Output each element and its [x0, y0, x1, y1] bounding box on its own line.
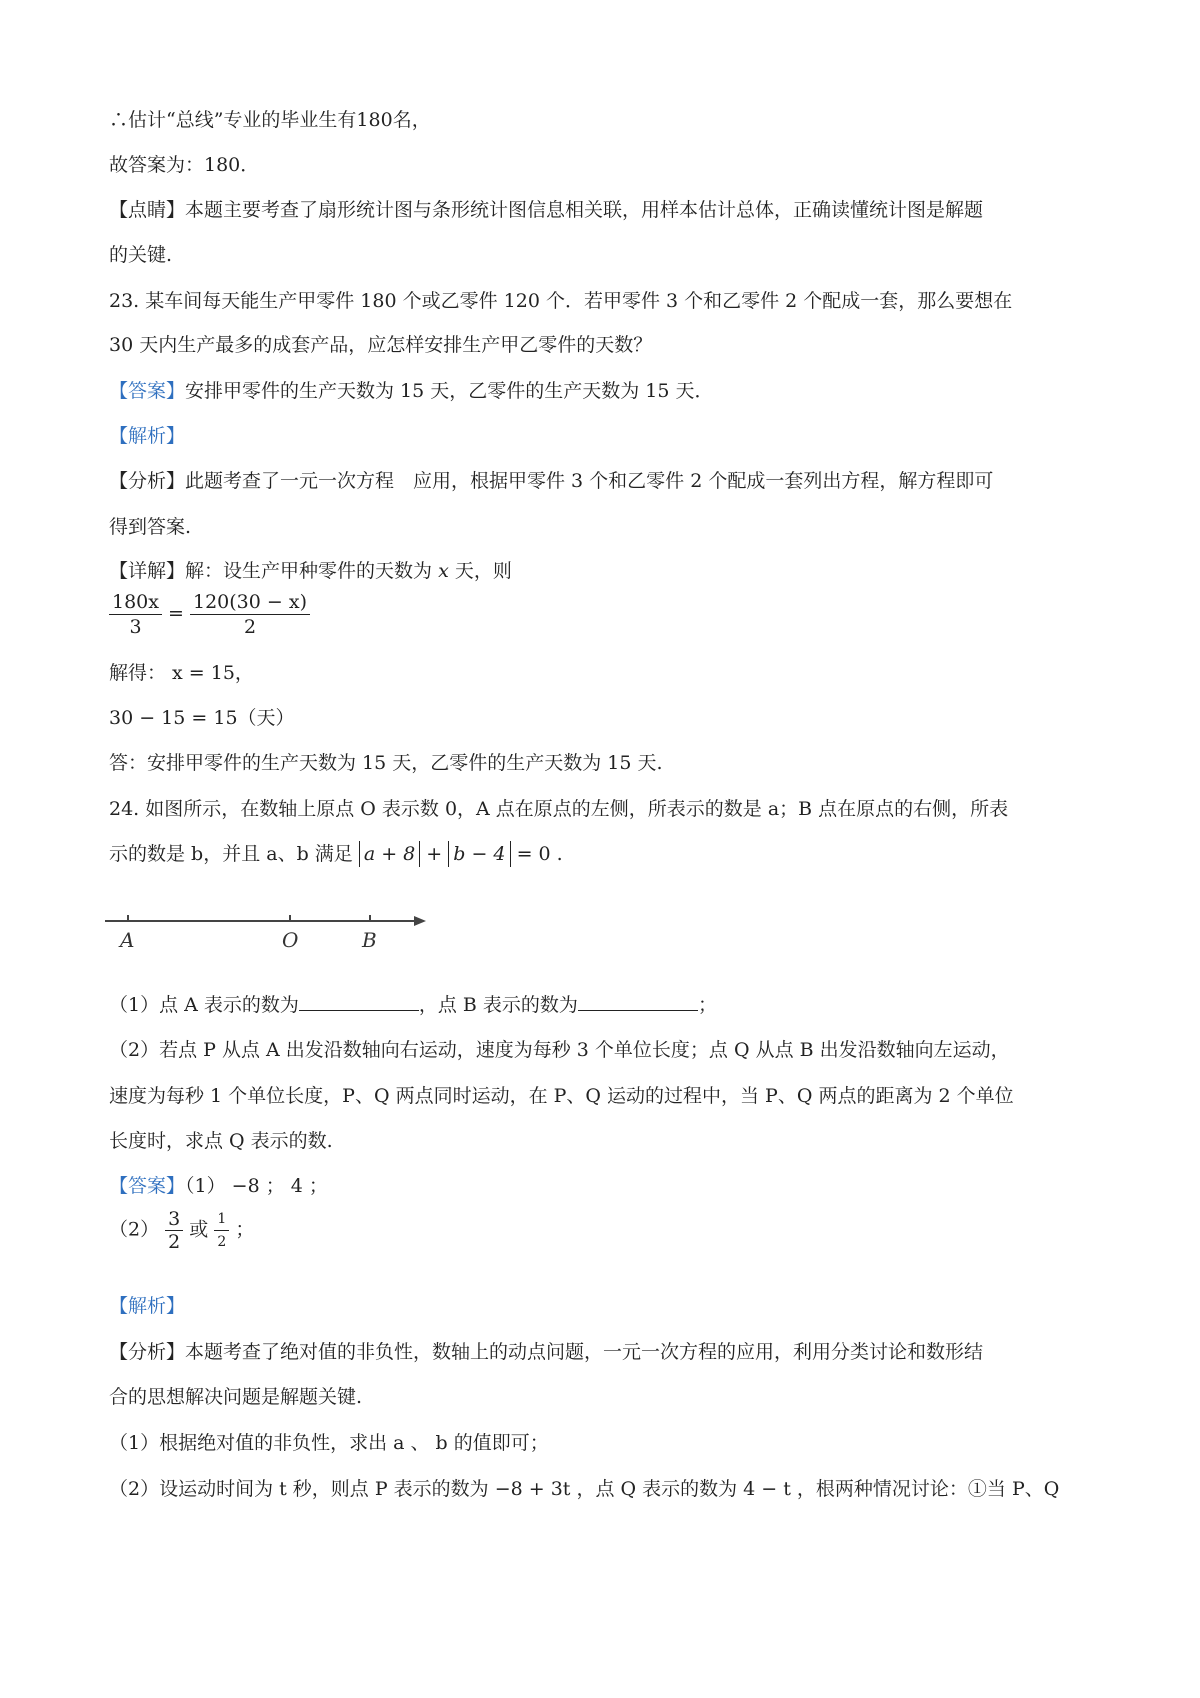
denominator: 2 — [217, 1234, 227, 1250]
text-line: 【分析】本题考查了绝对值的非负性，数轴上的动点问题，一元一次方程的应用，利用分类讨论和数形结 — [109, 1341, 984, 1363]
solution-text: 天，则 — [454, 560, 512, 582]
fraction-small — [214, 1208, 229, 1253]
label-b: B — [362, 928, 377, 952]
numerator: 3 — [165, 1208, 183, 1231]
answer-tag: 【答案】 — [109, 380, 186, 402]
text-line: 长度时，求点 Q 表示的数. — [109, 1130, 333, 1152]
text-line: 得到答案. — [109, 516, 192, 538]
fraction-right — [190, 590, 310, 639]
answer-tag: 【答案】 — [109, 1175, 186, 1197]
text-line: 30 − 15 = 15（天） — [109, 707, 295, 729]
text-line: （1）根据绝对值的非负性，求出 a 、 b 的值即可； — [109, 1432, 549, 1454]
analysis-tag: 【解析】 — [109, 1295, 186, 1317]
text-line: 30 天内生产最多的成套产品，应怎样安排生产甲乙零件的天数？ — [109, 334, 653, 356]
number-line-figure — [100, 905, 440, 965]
text-line: 的关键. — [109, 244, 173, 266]
condition-text: = 0 . — [516, 843, 563, 865]
numerator: 120(30 − x) — [190, 590, 310, 615]
answer-line — [109, 378, 714, 404]
text-line: 【点睛】本题主要考查了扇形统计图与条形统计图信息相关联，用样本估计总体，正确读懂统计图是解题 — [109, 199, 984, 221]
subquestion-1 — [109, 992, 717, 1018]
subquestion-text: ； — [697, 994, 717, 1016]
subquestion-2: （2）若点 P 从点 A 出发沿数轴向右运动，速度为每秒 3 个单位长度；点 Q 从点 B 出发沿数轴向左运动， — [109, 1039, 1010, 1061]
denominator: 2 — [243, 616, 257, 638]
question-23: 23. 某车间每天能生产甲零件 180 个或乙零件 120 个．若甲零件 3 个和乙零件 2 个配成一套，那么要想在 — [109, 290, 1013, 312]
answer-line — [109, 1173, 328, 1199]
text-line: 速度为每秒 1 个单位长度，P、Q 两点同时运动，在 P、Q 运动的过程中，当 P、Q 两点的距离为 2 个单位 — [109, 1085, 1014, 1107]
text-line: 【分析】此题考查了一元一次方程 应用，根据甲零件 3 个和乙零件 2 个配成一套列出方程，解方程即可 — [109, 470, 994, 492]
abs-expression: b − 4 — [448, 841, 510, 867]
condition-line — [109, 841, 563, 867]
answer-text: （2） — [109, 1218, 160, 1241]
text-line: 解得： x = 15， — [109, 662, 254, 684]
text-line: 故答案为：180． — [109, 154, 260, 176]
answer-blank — [299, 992, 419, 1011]
solution-line — [109, 558, 512, 584]
denominator: 2 — [168, 1231, 181, 1253]
answer-text: （1） −8 ； 4 ； — [185, 1175, 328, 1197]
question-24: 24. 如图所示，在数轴上原点 O 表示数 0，A 点在原点的左侧，所表示的数是 a；B 点在原点的右侧，所表 — [109, 798, 1009, 820]
numerator: 1 — [214, 1208, 229, 1231]
denominator: 3 — [129, 616, 142, 638]
variable-x: x — [438, 560, 449, 582]
answer-fractions — [109, 1208, 254, 1253]
label-a: A — [120, 928, 135, 952]
plus-sign: + — [426, 843, 443, 865]
fraction — [165, 1208, 183, 1253]
condition-text: 示的数是 b，并且 a、b 满足 — [109, 843, 353, 865]
text-line: （2）设运动时间为 t 秒，则点 P 表示的数为 −8 + 3t ，点 Q 表示的数为 4 − t ，根两种情况讨论：①当 P、Q — [109, 1478, 1060, 1500]
abs-expression: a + 8 — [359, 841, 420, 867]
equation — [109, 590, 310, 639]
or-text: 或 — [189, 1218, 209, 1241]
label-o: O — [282, 928, 299, 952]
subquestion-text: ，点 B 表示的数为 — [418, 994, 578, 1016]
text-line: 答：安排甲零件的生产天数为 15 天，乙零件的生产天数为 15 天. — [109, 752, 663, 774]
answer-blank — [578, 992, 698, 1011]
equals-sign: = — [168, 602, 184, 625]
text-line: 合的思想解决问题是解题关键. — [109, 1386, 363, 1408]
analysis-tag: 【解析】 — [109, 425, 186, 447]
text-line: ∴估计“总线”专业的毕业生有180名， — [109, 109, 431, 131]
numerator: 180x — [109, 590, 162, 615]
solution-text: 【详解】解：设生产甲种零件的天数为 — [109, 560, 433, 582]
answer-text: ； — [235, 1218, 255, 1241]
fraction-left — [109, 590, 162, 639]
arrow-head-icon — [414, 916, 426, 926]
subquestion-text: （1）点 A 表示的数为 — [109, 994, 299, 1016]
answer-text: 安排甲零件的生产天数为 15 天，乙零件的生产天数为 15 天． — [185, 380, 714, 402]
